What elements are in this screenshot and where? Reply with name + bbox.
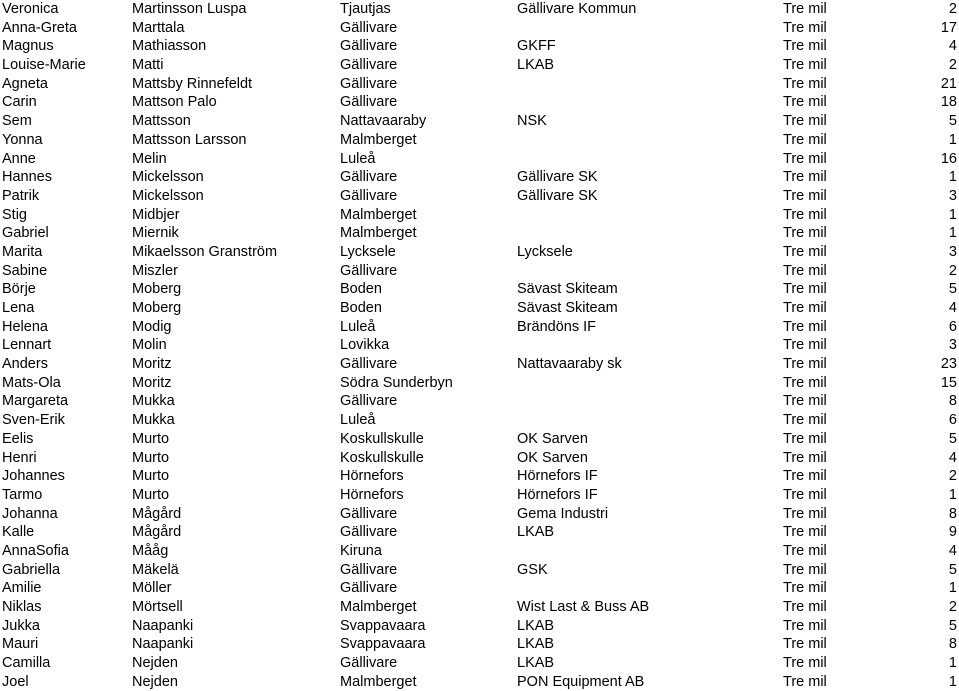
last-name: Mörtsell bbox=[132, 599, 183, 615]
city: Gällivare bbox=[340, 75, 398, 92]
count: 2 bbox=[948, 1, 957, 17]
count: 1 bbox=[948, 673, 957, 690]
city: Svappavaara bbox=[340, 617, 426, 634]
event: Tre mil bbox=[783, 281, 827, 298]
city: Boden bbox=[340, 300, 382, 316]
city: Malmberget bbox=[340, 225, 417, 242]
club: Gema Industri bbox=[517, 505, 609, 522]
last-name: Mathiasson bbox=[132, 38, 207, 55]
count: 6 bbox=[948, 412, 957, 429]
participant-row bbox=[0, 93, 959, 112]
last-name: Mäkelä bbox=[132, 561, 179, 578]
last-name: Mattsson Larsson bbox=[132, 131, 247, 148]
count: 15 bbox=[940, 374, 957, 391]
first-name: Gabriel bbox=[2, 225, 49, 242]
event: Tre mil bbox=[783, 243, 827, 260]
count: 2 bbox=[948, 57, 957, 74]
last-name: Mukka bbox=[132, 393, 175, 410]
club: GSK bbox=[517, 561, 548, 578]
event: Tre mil bbox=[783, 187, 827, 204]
first-name: Tarmo bbox=[2, 486, 43, 503]
participant-row bbox=[0, 280, 959, 299]
count: 21 bbox=[940, 75, 957, 92]
first-name: Magnus bbox=[2, 38, 54, 55]
city: Gällivare bbox=[340, 356, 398, 373]
event: Tre mil bbox=[783, 505, 827, 522]
count: 3 bbox=[948, 337, 957, 354]
participant-row bbox=[0, 654, 959, 673]
city: Gällivare bbox=[340, 19, 398, 36]
club: Sävast Skiteam bbox=[517, 281, 618, 298]
event: Tre mil bbox=[783, 673, 827, 690]
participant-row bbox=[0, 168, 959, 187]
first-name: Anna-Greta bbox=[2, 19, 77, 36]
count: 8 bbox=[948, 393, 957, 410]
participant-row bbox=[0, 505, 959, 524]
first-name: Hannes bbox=[2, 169, 52, 186]
count: 1 bbox=[948, 169, 957, 186]
participant-row bbox=[0, 0, 959, 19]
count: 3 bbox=[948, 187, 957, 204]
first-name: Margareta bbox=[2, 393, 69, 410]
club: Gällivare SK bbox=[517, 187, 598, 204]
last-name: Matti bbox=[132, 57, 164, 74]
participant-row bbox=[0, 374, 959, 393]
count: 2 bbox=[948, 599, 957, 615]
last-name: Mukka bbox=[132, 412, 175, 429]
first-name: Amilie bbox=[2, 580, 42, 597]
city: Tjautjas bbox=[340, 1, 391, 17]
count: 5 bbox=[948, 281, 957, 298]
last-name: Modig bbox=[132, 318, 172, 335]
last-name: Moberg bbox=[132, 281, 182, 298]
participant-row bbox=[0, 318, 959, 337]
participant-row bbox=[0, 523, 959, 542]
count: 4 bbox=[948, 449, 957, 466]
count: 1 bbox=[948, 655, 957, 672]
city: Gällivare bbox=[340, 524, 398, 541]
city: Gällivare bbox=[340, 580, 398, 597]
event: Tre mil bbox=[783, 599, 827, 615]
count: 1 bbox=[948, 486, 957, 503]
city: Gällivare bbox=[340, 38, 398, 55]
city: Gällivare bbox=[340, 94, 398, 111]
event: Tre mil bbox=[783, 262, 827, 279]
participant-row bbox=[0, 131, 959, 150]
count: 5 bbox=[948, 113, 957, 130]
city: Gällivare bbox=[340, 187, 398, 204]
club: GKFF bbox=[517, 38, 556, 55]
last-name: Moberg bbox=[132, 300, 182, 316]
count: 1 bbox=[948, 131, 957, 148]
last-name: Murto bbox=[132, 486, 170, 503]
participant-row bbox=[0, 37, 959, 56]
count: 4 bbox=[948, 38, 957, 55]
city: Hörnefors bbox=[340, 468, 404, 485]
club: LKAB bbox=[517, 617, 555, 634]
last-name: Nejden bbox=[132, 655, 178, 672]
club: Lycksele bbox=[517, 243, 573, 260]
first-name: Sabine bbox=[2, 262, 48, 279]
last-name: Nejden bbox=[132, 673, 178, 690]
club: Hörnefors IF bbox=[517, 486, 598, 503]
club: PON Equipment AB bbox=[517, 673, 645, 690]
city: Boden bbox=[340, 281, 382, 298]
last-name: Melin bbox=[132, 150, 167, 167]
count: 2 bbox=[948, 262, 957, 279]
last-name: Mååg bbox=[132, 542, 169, 559]
count: 1 bbox=[948, 580, 957, 597]
event: Tre mil bbox=[783, 617, 827, 634]
city: Nattavaaraby bbox=[340, 113, 427, 130]
last-name: Mågård bbox=[132, 524, 182, 541]
participant-row bbox=[0, 75, 959, 94]
count: 23 bbox=[940, 356, 957, 373]
event: Tre mil bbox=[783, 1, 827, 17]
last-name: Mikaelsson Granström bbox=[132, 243, 278, 260]
event: Tre mil bbox=[783, 636, 827, 653]
event: Tre mil bbox=[783, 206, 827, 223]
city: Södra Sunderbyn bbox=[340, 374, 453, 391]
event: Tre mil bbox=[783, 356, 827, 373]
last-name: Mickelsson bbox=[132, 169, 204, 186]
city: Svappavaara bbox=[340, 636, 426, 653]
event: Tre mil bbox=[783, 300, 827, 316]
participant-row bbox=[0, 355, 959, 374]
first-name: Gabriella bbox=[2, 561, 61, 578]
count: 6 bbox=[948, 318, 957, 335]
participant-row bbox=[0, 262, 959, 281]
count: 3 bbox=[948, 243, 957, 260]
last-name: Naapanki bbox=[132, 617, 194, 634]
count: 8 bbox=[948, 636, 957, 653]
last-name: Mattsson bbox=[132, 113, 191, 130]
first-name: Lennart bbox=[2, 337, 52, 354]
last-name: Moritz bbox=[132, 374, 172, 391]
club: NSK bbox=[517, 113, 547, 130]
last-name: Murto bbox=[132, 468, 170, 485]
last-name: Murto bbox=[132, 430, 170, 447]
city: Luleå bbox=[340, 412, 376, 429]
first-name: Lena bbox=[2, 300, 35, 316]
first-name: Jukka bbox=[2, 617, 40, 634]
participant-row bbox=[0, 486, 959, 505]
participant-row bbox=[0, 392, 959, 411]
city: Gällivare bbox=[340, 262, 398, 279]
first-name: Börje bbox=[2, 281, 36, 298]
count: 18 bbox=[940, 94, 957, 111]
count: 4 bbox=[948, 300, 957, 316]
participant-row bbox=[0, 19, 959, 38]
city: Malmberget bbox=[340, 673, 417, 690]
last-name: Martinsson Luspa bbox=[132, 1, 247, 17]
city: Koskullskulle bbox=[340, 430, 424, 447]
event: Tre mil bbox=[783, 486, 827, 503]
count: 5 bbox=[948, 561, 957, 578]
event: Tre mil bbox=[783, 449, 827, 466]
city: Kiruna bbox=[340, 542, 382, 559]
first-name: Mauri bbox=[2, 636, 39, 653]
count: 1 bbox=[948, 206, 957, 223]
city: Malmberget bbox=[340, 206, 417, 223]
club: OK Sarven bbox=[517, 449, 588, 466]
first-name: Helena bbox=[2, 318, 48, 335]
event: Tre mil bbox=[783, 38, 827, 55]
club: LKAB bbox=[517, 524, 555, 541]
event: Tre mil bbox=[783, 75, 827, 92]
city: Gällivare bbox=[340, 505, 398, 522]
event: Tre mil bbox=[783, 225, 827, 242]
city: Lovikka bbox=[340, 337, 390, 354]
city: Gällivare bbox=[340, 655, 398, 672]
last-name: Mattson Palo bbox=[132, 94, 217, 111]
last-name: Mågård bbox=[132, 505, 182, 522]
participant-row bbox=[0, 673, 959, 691]
participant-row bbox=[0, 449, 959, 468]
last-name: Miszler bbox=[132, 262, 178, 279]
first-name: Patrik bbox=[2, 187, 40, 204]
event: Tre mil bbox=[783, 19, 827, 36]
first-name: Joel bbox=[2, 673, 29, 690]
participant-row bbox=[0, 150, 959, 169]
count: 16 bbox=[940, 150, 957, 167]
club: Brändöns IF bbox=[517, 318, 596, 335]
club: LKAB bbox=[517, 655, 555, 672]
club: Hörnefors IF bbox=[517, 468, 598, 485]
first-name: Johanna bbox=[2, 505, 58, 522]
club: LKAB bbox=[517, 636, 555, 653]
participant-row bbox=[0, 598, 959, 617]
event: Tre mil bbox=[783, 150, 827, 167]
last-name: Murto bbox=[132, 449, 170, 466]
city: Gällivare bbox=[340, 393, 398, 410]
city: Luleå bbox=[340, 318, 376, 335]
first-name: Johannes bbox=[2, 468, 65, 485]
first-name: Sem bbox=[2, 113, 32, 130]
first-name: Veronica bbox=[2, 1, 59, 17]
first-name: Carin bbox=[2, 94, 37, 111]
last-name: Mickelsson bbox=[132, 187, 204, 204]
city: Luleå bbox=[340, 150, 376, 167]
event: Tre mil bbox=[783, 393, 827, 410]
participant-row bbox=[0, 206, 959, 225]
club: Gällivare Kommun bbox=[517, 1, 637, 17]
count: 8 bbox=[948, 505, 957, 522]
event: Tre mil bbox=[783, 542, 827, 559]
participant-row bbox=[0, 430, 959, 449]
city: Hörnefors bbox=[340, 486, 404, 503]
first-name: Anders bbox=[2, 356, 48, 373]
city: Gällivare bbox=[340, 561, 398, 578]
last-name: Naapanki bbox=[132, 636, 194, 653]
event: Tre mil bbox=[783, 430, 827, 447]
first-name: Eelis bbox=[2, 430, 34, 447]
last-name: Molin bbox=[132, 337, 167, 354]
city: Malmberget bbox=[340, 131, 417, 148]
event: Tre mil bbox=[783, 318, 827, 335]
participant-row bbox=[0, 579, 959, 598]
count: 9 bbox=[948, 524, 957, 541]
city: Malmberget bbox=[340, 599, 417, 615]
event: Tre mil bbox=[783, 94, 827, 111]
last-name: Miernik bbox=[132, 225, 179, 242]
first-name: Henri bbox=[2, 449, 37, 466]
event: Tre mil bbox=[783, 169, 827, 186]
city: Gällivare bbox=[340, 57, 398, 74]
club: Nattavaaraby sk bbox=[517, 356, 622, 373]
participant-row bbox=[0, 467, 959, 486]
last-name: Marttala bbox=[132, 19, 185, 36]
first-name: Yonna bbox=[2, 131, 43, 148]
event: Tre mil bbox=[783, 374, 827, 391]
event: Tre mil bbox=[783, 524, 827, 541]
first-name: Louise-Marie bbox=[2, 57, 86, 74]
participant-row bbox=[0, 187, 959, 206]
count: 1 bbox=[948, 225, 957, 242]
participant-row bbox=[0, 299, 959, 318]
last-name: Möller bbox=[132, 580, 172, 597]
city: Gällivare bbox=[340, 169, 398, 186]
first-name: Kalle bbox=[2, 524, 35, 541]
count: 5 bbox=[948, 617, 957, 634]
first-name: Mats-Ola bbox=[2, 374, 61, 391]
count: 5 bbox=[948, 430, 957, 447]
club: Gällivare SK bbox=[517, 169, 598, 186]
participant-row bbox=[0, 561, 959, 580]
last-name: Mattsby Rinnefeldt bbox=[132, 75, 253, 92]
participant-row bbox=[0, 112, 959, 131]
city: Lycksele bbox=[340, 243, 396, 260]
last-name: Midbjer bbox=[132, 206, 180, 223]
event: Tre mil bbox=[783, 655, 827, 672]
event: Tre mil bbox=[783, 337, 827, 354]
participant-row bbox=[0, 56, 959, 75]
club: Wist Last & Buss AB bbox=[517, 599, 650, 615]
participant-row bbox=[0, 243, 959, 262]
count: 2 bbox=[948, 468, 957, 485]
participant-row bbox=[0, 617, 959, 636]
participant-row bbox=[0, 411, 959, 430]
count: 4 bbox=[948, 542, 957, 559]
first-name: Anne bbox=[2, 150, 36, 167]
first-name: Marita bbox=[2, 243, 43, 260]
event: Tre mil bbox=[783, 468, 827, 485]
city: Koskullskulle bbox=[340, 449, 424, 466]
participant-row bbox=[0, 336, 959, 355]
first-name: Niklas bbox=[2, 599, 42, 615]
club: Sävast Skiteam bbox=[517, 300, 618, 316]
event: Tre mil bbox=[783, 412, 827, 429]
participant-row bbox=[0, 224, 959, 243]
event: Tre mil bbox=[783, 561, 827, 578]
last-name: Moritz bbox=[132, 356, 172, 373]
club: LKAB bbox=[517, 57, 555, 74]
event: Tre mil bbox=[783, 113, 827, 130]
first-name: AnnaSofia bbox=[2, 542, 69, 559]
first-name: Agneta bbox=[2, 75, 48, 92]
club: OK Sarven bbox=[517, 430, 588, 447]
first-name: Stig bbox=[2, 206, 27, 223]
participant-row bbox=[0, 635, 959, 654]
event: Tre mil bbox=[783, 580, 827, 597]
event: Tre mil bbox=[783, 131, 827, 148]
first-name: Sven-Erik bbox=[2, 412, 65, 429]
first-name: Camilla bbox=[2, 655, 51, 672]
event: Tre mil bbox=[783, 57, 827, 74]
participant-row bbox=[0, 542, 959, 561]
count: 17 bbox=[940, 19, 957, 36]
